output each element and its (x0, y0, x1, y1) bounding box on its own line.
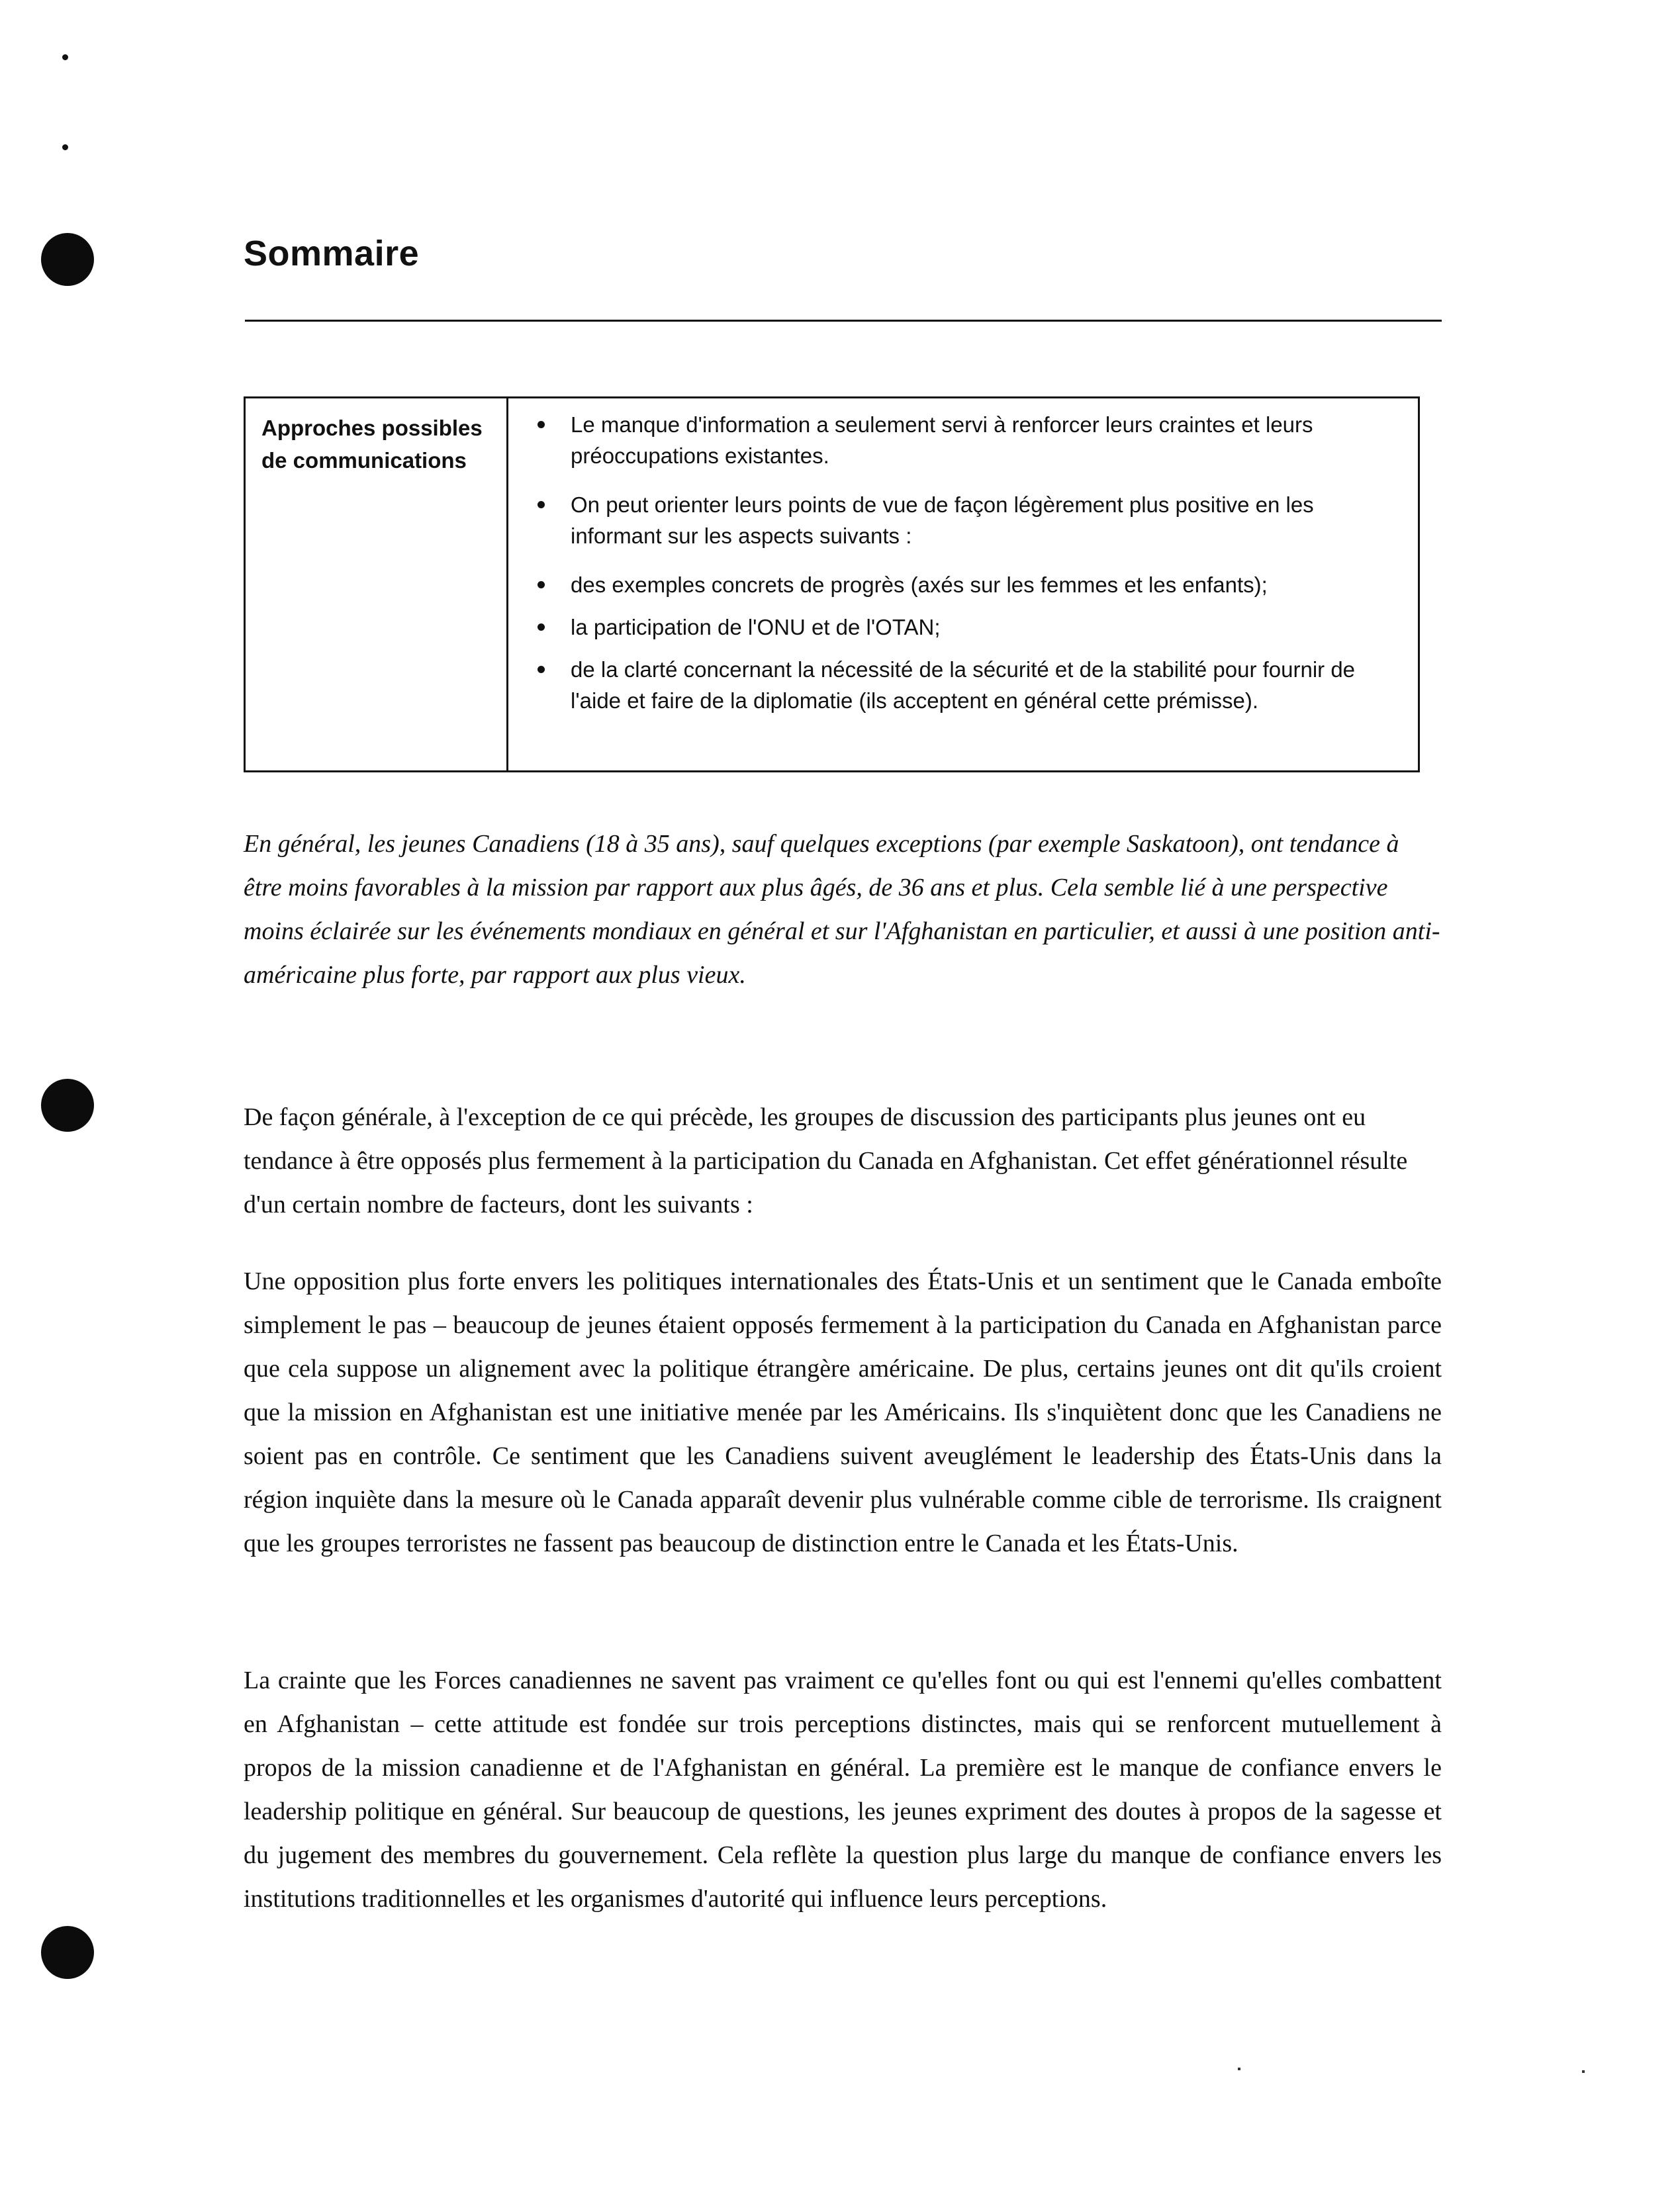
page-title: Sommaire (244, 234, 420, 273)
paragraph-general: De façon générale, à l'exception de ce qui précède, les groupes de discussion des participants plus jeunes ont eu tendance à être opposés plus fermement à la participation du Canada en Afghanistan. Cet effet générationnel résulte d'un certain nombre de facteurs, dont les suivants : (244, 1103, 1408, 1218)
binder-hole (41, 1926, 94, 1979)
table-label: Approches possibles de communications (261, 416, 483, 473)
binder-hole (41, 1079, 94, 1132)
paragraph-youth-summary: En général, les jeunes Canadiens (18 à 35 ans), sauf quelques exceptions (par exemple Saskatoon), ont tendance à être moins favorables à la mission par rapport aux plus âgés, de 36 ans et plus. Cela semble lié à une perspective moins éclairée sur les événements mondiaux en général et sur l'Afghanistan en particulier, et aussi à une position anti-américaine plus forte, par rapport aux plus vieux. (244, 830, 1440, 989)
list-item: de la clarté concernant la nécessité de la sécurité et de la stabilité pour fournir de l'aide et faire de la diplomatie (ils acceptent en général cette prémisse). (528, 654, 1398, 716)
paragraph-opposition-us: Une opposition plus forte envers les politiques internationales des États-Unis et un sentiment que le Canada emboîte simplement le pas – beaucoup de jeunes étaient opposés fermement à la participation du Canada en Afghanistan parce que cela suppose un alignement avec la politique étrangère américaine. De plus, certains jeunes ont dit qu'ils croient que la mission en Afghanistan est une initiative menée par les Américains. Ils s'inquiètent donc que les Canadiens ne soient pas en contrôle. Ce sentiment que les Canadiens suivent aveuglément le leadership des États-Unis dans la région inquiète dans la mesure où le Canada apparaît devenir plus vulnérable comme cible de terrorisme. Ils craignent que les groupes terroristes ne fassent pas beaucoup de distinction entre le Canada et les États-Unis. (244, 1267, 1442, 1557)
scan-speck (1238, 2068, 1240, 2070)
summary-table (244, 396, 1420, 772)
scan-speck (62, 144, 68, 150)
list-item: Le manque d'information a seulement servi à renforcer leurs craintes et leurs préoccupations existantes. (528, 409, 1398, 471)
title-rule (245, 320, 1442, 322)
list-item: On peut orienter leurs points de vue de façon légèrement plus positive en les informant sur les aspects suivants : (528, 489, 1398, 551)
table-label-cell (246, 398, 508, 770)
scan-speck (1582, 2070, 1585, 2073)
table-content-cell (508, 398, 1418, 770)
binder-hole (41, 233, 94, 286)
list-item: la participation de l'ONU et de l'OTAN; (528, 612, 1398, 643)
list-item: des exemples concrets de progrès (axés sur les femmes et les enfants); (528, 569, 1398, 600)
scan-speck (62, 54, 68, 60)
bullet-list (528, 409, 1398, 716)
paragraph-forces-fear: La crainte que les Forces canadiennes ne savent pas vraiment ce qu'elles font ou qui est l'ennemi qu'elles combattent en Afghanistan – cette attitude est fondée sur trois perceptions distinctes, mais qui se renforcent mutuellement à propos de la mission canadienne et de l'Afghanistan en général. La première est le manque de confiance envers le leadership politique en général. Sur beaucoup de questions, les jeunes expriment des doutes à propos de la sagesse et du jugement des membres du gouvernement. Cela reflète la question plus large du manque de confiance envers les institutions traditionnelles et les organismes d'autorité qui influence leurs perceptions. (244, 1667, 1442, 1913)
